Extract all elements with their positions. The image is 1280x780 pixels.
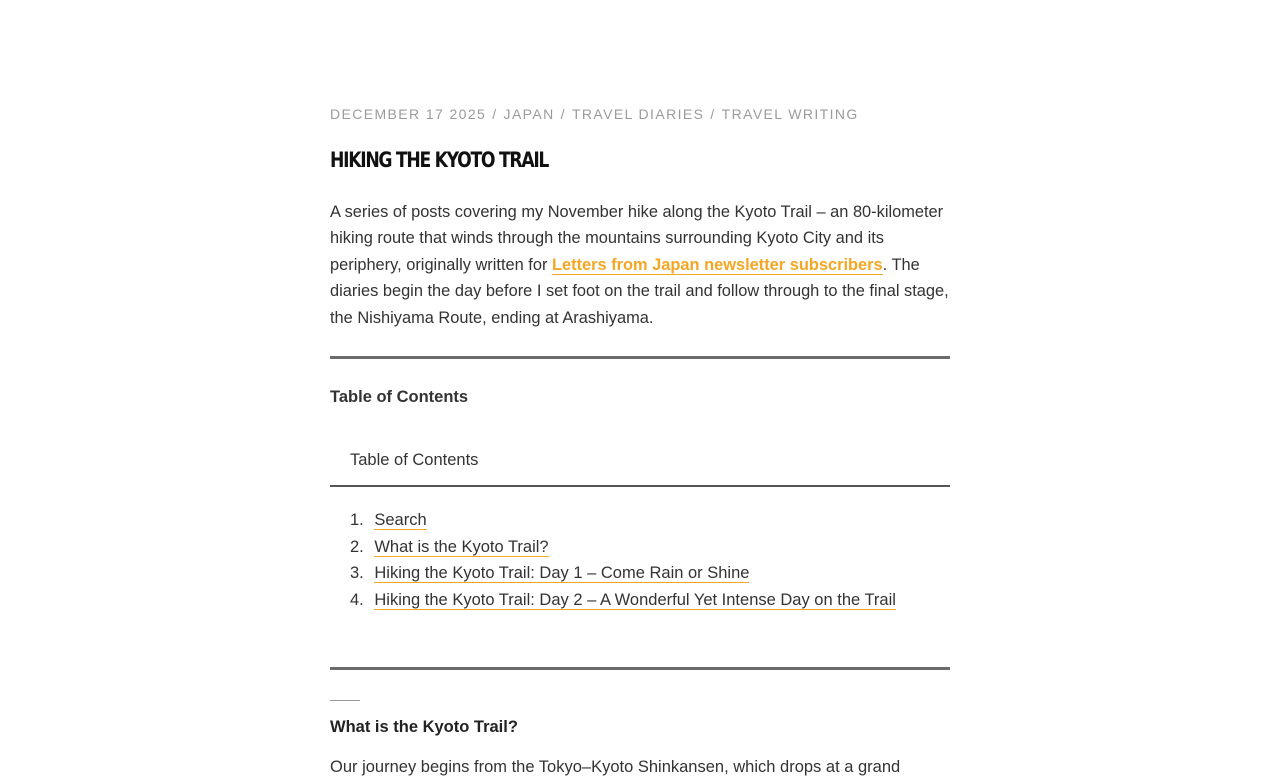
toc-item-number: 1. bbox=[350, 511, 364, 529]
toc-item-number: 4. bbox=[350, 590, 364, 609]
category-link-travel-writing[interactable]: TRAVEL WRITING bbox=[721, 106, 859, 122]
toc-item bbox=[350, 507, 920, 534]
toc-list bbox=[350, 507, 920, 613]
toc-heading: Table of Contents bbox=[330, 388, 469, 406]
intro-text: A series of posts covering my November hike along the Kyoto Trail – an 80-kilometer hiking route that winds through the mountains surrounding Kyoto City and its periphery, originally written for bbox=[330, 203, 944, 274]
meta-separator: / bbox=[710, 106, 716, 122]
toc-link-day-1[interactable]: Hiking the Kyoto Trail: Day 1 – Come Rain or Shine bbox=[374, 564, 750, 582]
divider bbox=[330, 667, 950, 670]
toc-item bbox=[350, 587, 920, 614]
post-meta bbox=[330, 106, 859, 122]
toc-divider bbox=[330, 485, 950, 487]
toc-link-what-is-kyoto-trail[interactable]: What is the Kyoto Trail? bbox=[374, 537, 549, 556]
category-link-japan[interactable]: JAPAN bbox=[503, 106, 555, 122]
divider bbox=[330, 356, 950, 359]
newsletter-link[interactable]: Letters from Japan newsletter subscribers bbox=[551, 255, 883, 274]
toc-item-number: 2. bbox=[350, 537, 364, 556]
intro-text-end: . The diaries begin the day before I set foot on the trail and follow through to the final stage, the Nishiyama Route, ending at Arashiyama. bbox=[330, 255, 949, 327]
post-title: HIKING THE KYOTO TRAIL bbox=[330, 148, 549, 172]
post-date: DECEMBER 17 2025 bbox=[330, 106, 487, 122]
toc-box-title: Table of Contents bbox=[350, 451, 479, 469]
toc-item-number: 3. bbox=[350, 564, 364, 582]
toc-item bbox=[350, 560, 920, 587]
meta-separator: / bbox=[492, 106, 498, 122]
section-heading: What is the Kyoto Trail? bbox=[330, 718, 518, 736]
category-link-travel-diaries[interactable]: TRAVEL DIARIES bbox=[571, 106, 705, 122]
toc-link-day-2[interactable]: Hiking the Kyoto Trail: Day 2 – A Wonderful Yet Intense Day on the Trail bbox=[374, 590, 896, 609]
post-intro bbox=[330, 199, 952, 331]
toc-item bbox=[350, 534, 920, 561]
toc-link-search[interactable]: Search bbox=[374, 511, 427, 529]
meta-separator: / bbox=[560, 106, 566, 122]
section-paragraph: Our journey begins from the Tokyo–Kyoto Shinkansen, which drops at a grand bbox=[330, 758, 901, 776]
heading-accent-rule bbox=[330, 700, 360, 701]
